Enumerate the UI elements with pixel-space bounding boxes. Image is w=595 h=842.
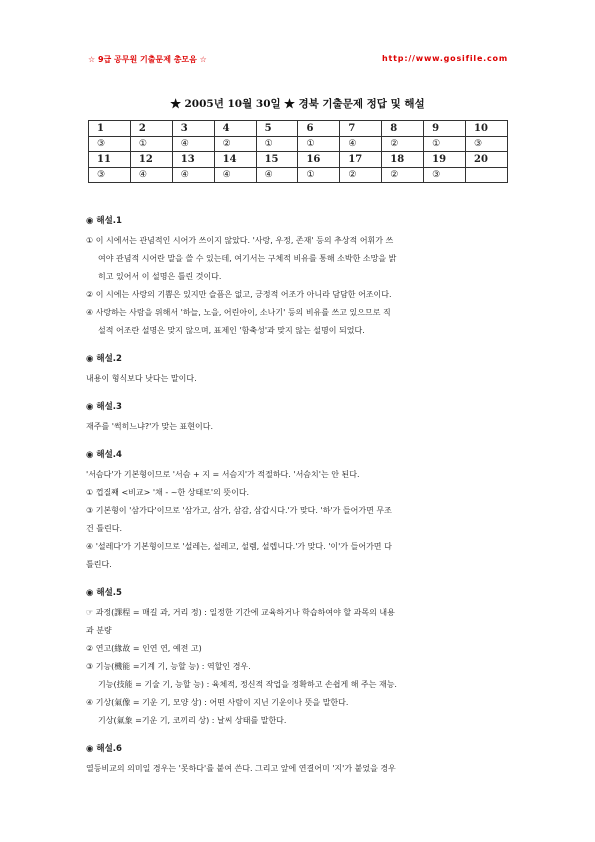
section-line: 과 분량: [86, 626, 112, 635]
answer-cell: ①: [424, 136, 466, 152]
section-line: ③ 기능(機能 =기계 기, 능할 능) : 역할인 경우.: [86, 662, 251, 671]
page-title: ★ 2005년 10월 30일 ★ 경북 기출문제 정답 및 해설: [170, 98, 425, 110]
section-line: ④ '설레다'가 기본형이므로 '설레는, 설레고, 설렘, 설렙니다.'가 맞다. '이'가 들어가면 다: [86, 542, 392, 551]
section-title: ◉ 해설.1: [86, 216, 122, 226]
answer-cell: ②: [382, 167, 424, 183]
question-number-cell: 8: [382, 121, 424, 137]
section-line: 여야 관념적 시어란 말을 쓸 수 있는데, 여기서는 구체적 비유를 통해 소박한 소망을 밝: [98, 254, 397, 263]
section-line: ② 이 시에는 사랑의 기쁨은 있지만 슬픔은 없고, 긍정적 어조가 아니라 담담한 어조이다.: [86, 290, 392, 299]
answer-number-row: [89, 121, 508, 137]
answer-cell: ③: [89, 136, 131, 152]
answer-cell: [466, 167, 508, 183]
section-line: 재주를 '썩히느냐?'가 맞는 표현이다.: [86, 422, 214, 431]
answer-number-row: [89, 152, 508, 168]
answer-cell: ④: [130, 167, 172, 183]
question-number-cell: 4: [214, 121, 256, 137]
section-line: 기능(技能 = 기술 기, 능할 능) : 육체적, 정신적 작업을 정확하고 손쉽게 해 주는 재능.: [98, 680, 397, 689]
question-number-cell: 10: [466, 121, 508, 137]
header-url-link[interactable]: http://www.gosifile.com: [382, 54, 508, 63]
answer-cell: ②: [382, 136, 424, 152]
answer-cell: ②: [214, 136, 256, 152]
answer-cell: ①: [298, 136, 340, 152]
question-number-cell: 1: [89, 121, 131, 137]
answer-value-row: [89, 136, 508, 152]
answer-cell: ④: [214, 167, 256, 183]
section-title: ◉ 해설.4: [86, 450, 122, 460]
question-number-cell: 2: [130, 121, 172, 137]
answer-cell: ③: [466, 136, 508, 152]
section-line: 기상(氣象 =기운 기, 코끼리 상) : 날씨 상태를 말한다.: [98, 716, 287, 725]
section-line: 틀린다.: [86, 560, 112, 569]
question-number-cell: 16: [298, 152, 340, 168]
explanation-section: [86, 398, 511, 436]
question-number-cell: 11: [89, 152, 131, 168]
question-number-cell: 13: [172, 152, 214, 168]
section-line: 내용이 형식보다 낫다는 말이다.: [86, 374, 197, 383]
header-left-text: ☆ 9급 공무원 기출문제 총모음 ☆: [88, 55, 207, 64]
section-title: ◉ 해설.6: [86, 744, 122, 754]
answer-cell: ③: [89, 167, 131, 183]
explanation-section: [86, 740, 511, 778]
section-title: ◉ 해설.3: [86, 402, 122, 412]
explanation-section: [86, 212, 511, 340]
section-line: ② 연고(緣故 = 인연 연, 예전 고): [86, 644, 202, 653]
section-line: ① 껍질째 <비교> '채 - ~한 상태로'의 뜻이다.: [86, 488, 250, 497]
answer-cell: ①: [298, 167, 340, 183]
question-number-cell: 19: [424, 152, 466, 168]
explanation-section: [86, 584, 511, 730]
question-number-cell: 14: [214, 152, 256, 168]
section-line: 설적 어조란 설명은 맞지 않으며, 표제인 '함축성'과 맞지 않는 설명이 되었다.: [98, 326, 365, 335]
section-line: ④ 기상(氣像 = 기운 기, 모양 상) : 어떤 사람이 지닌 기운이나 뜻을 말한다.: [86, 698, 349, 707]
answer-cell: ③: [424, 167, 466, 183]
question-number-cell: 3: [172, 121, 214, 137]
explanation-section: [86, 446, 511, 574]
section-title: ◉ 해설.2: [86, 354, 122, 364]
answer-cell: ①: [256, 136, 298, 152]
section-line: 열등비교의 의미일 경우는 '못하다'를 붙여 쓴다. 그리고 앞에 연결어미 '지'가 붙었을 경우: [86, 764, 396, 773]
question-number-cell: 9: [424, 121, 466, 137]
question-number-cell: 20: [466, 152, 508, 168]
answer-table: [88, 120, 508, 183]
section-line: ① 이 시에서는 관념적인 시어가 쓰이지 않았다. '사랑, 우정, 존재' 등의 추상적 어휘가 쓰: [86, 236, 394, 245]
answer-value-row: [89, 167, 508, 183]
question-number-cell: 15: [256, 152, 298, 168]
answer-cell: ④: [172, 167, 214, 183]
explanation-section: [86, 350, 511, 388]
explanation-body: [86, 212, 511, 788]
section-line: 히고 있어서 이 설명은 틀린 것이다.: [98, 272, 222, 281]
question-number-cell: 17: [340, 152, 382, 168]
section-line: ④ 사랑하는 사람을 위해서 '하늘, 노을, 어린아이, 소나기' 등의 비유를 쓰고 있으므로 직: [86, 308, 391, 317]
question-number-cell: 5: [256, 121, 298, 137]
section-line: 건 틀린다.: [86, 524, 122, 533]
answer-cell: ④: [256, 167, 298, 183]
question-number-cell: 6: [298, 121, 340, 137]
answer-cell: ①: [130, 136, 172, 152]
answer-cell: ④: [172, 136, 214, 152]
answer-cell: ④: [340, 136, 382, 152]
section-line: ③ 기본형이 '삼가다'이므로 '삼가고, 삼가, 삼감, 삼갑시다.'가 맞다. '하'가 들어가면 무조: [86, 506, 392, 515]
answer-cell: ②: [340, 167, 382, 183]
section-line: '서슴다'가 기본형이므로 '서슴 + 지 = 서슴지'가 적절하다. '서슴치'는 안 된다.: [86, 470, 360, 479]
section-title: ◉ 해설.5: [86, 588, 122, 598]
section-line: ☞ 과정(課程 = 매길 과, 거리 정) : 일정한 기간에 교육하거나 학습하여야 할 과목의 내용: [86, 608, 395, 617]
question-number-cell: 12: [130, 152, 172, 168]
question-number-cell: 18: [382, 152, 424, 168]
question-number-cell: 7: [340, 121, 382, 137]
